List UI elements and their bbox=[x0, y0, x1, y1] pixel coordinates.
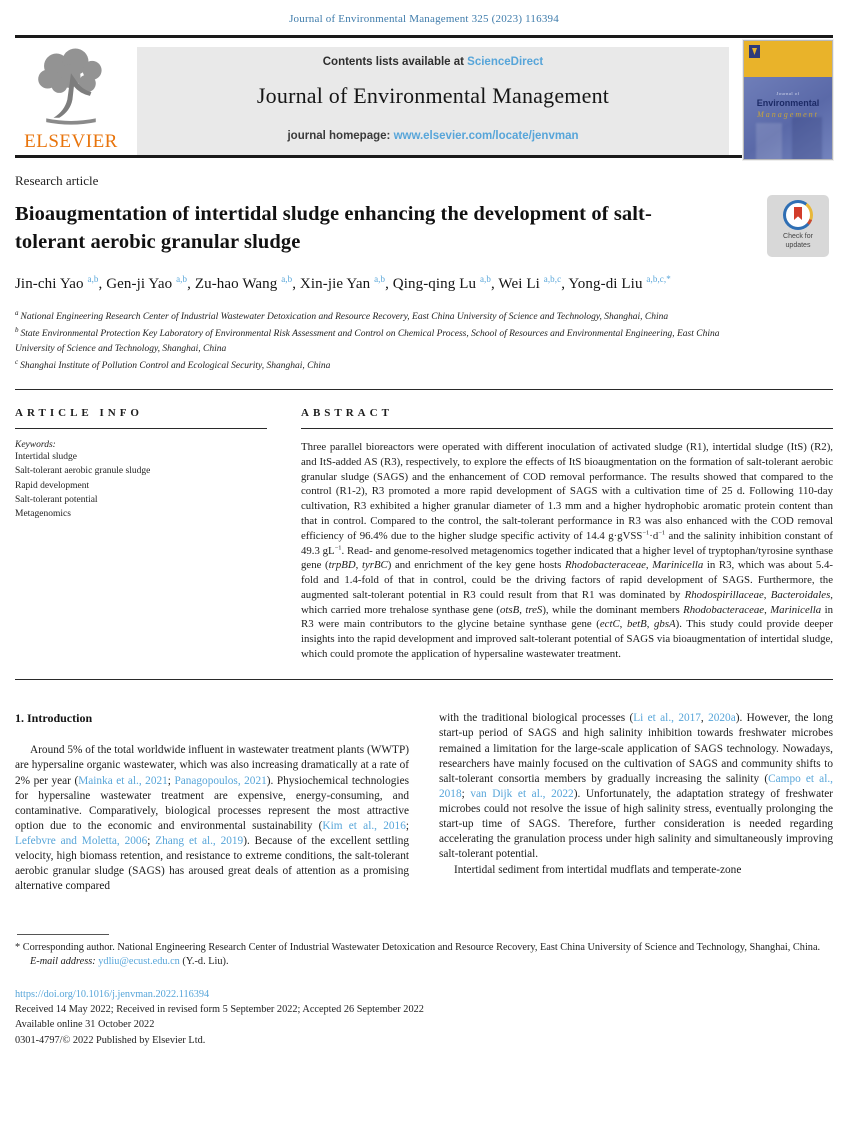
text-segment: in R3 were main contributors to the glycine betaine synthase gene ( bbox=[301, 603, 833, 631]
text-segment: Rhodobacteraceae bbox=[564, 559, 646, 572]
citation-link[interactable]: 2020a bbox=[708, 712, 736, 725]
text-segment: tyrBC bbox=[361, 559, 388, 572]
text-segment: Marinicella bbox=[770, 603, 822, 616]
citation-link[interactable]: a,b bbox=[281, 273, 293, 284]
homepage-prefix: journal homepage: bbox=[287, 130, 394, 142]
text-segment: , bbox=[355, 559, 362, 572]
text-segment: , bbox=[519, 603, 526, 616]
abstract-column bbox=[301, 407, 833, 662]
masthead bbox=[15, 47, 833, 155]
text-segment: ·d bbox=[649, 529, 659, 542]
citation-link[interactable]: a,b bbox=[374, 273, 386, 284]
affiliation-mark: b bbox=[15, 326, 19, 335]
section-heading-introduction: 1. Introduction bbox=[15, 711, 93, 726]
text-segment: . Read- and genome-resolved metagenomics together indicated that a higher level of tryptophan/tyrosine synthase gene ( bbox=[301, 544, 833, 572]
affiliation-mark: a bbox=[15, 309, 19, 318]
top-rule bbox=[15, 35, 833, 38]
text-segment: with the traditional biological processes ( bbox=[439, 712, 634, 725]
text-segment: −1 bbox=[658, 529, 666, 537]
text-segment: ). Physiochemical technologies for hypersaline wastewater treatment are expensive, energy-consuming, and contaminative. Comparatively, biological processes represent the most attractive option due to the economic and environmental sustainability ( bbox=[15, 774, 409, 832]
email-label: E-mail address: bbox=[30, 956, 96, 967]
text-segment: , bbox=[646, 618, 655, 631]
abstract-bottom-rule bbox=[15, 679, 833, 681]
introduction-section bbox=[15, 711, 833, 894]
text-segment: ) and enrichment of the key gene hosts bbox=[387, 559, 565, 572]
page-footer bbox=[15, 984, 833, 1048]
masthead-bottom-rule bbox=[15, 155, 833, 158]
text-segment: , bbox=[764, 603, 771, 616]
journal-header-box bbox=[137, 47, 729, 155]
text-segment: , Gen-ji Yao bbox=[98, 275, 177, 292]
text-segment: , Yong-di Liu bbox=[561, 275, 647, 292]
footnote-separator bbox=[17, 934, 109, 935]
affiliation-text: National Engineering Research Center of Industrial Wastewater Detoxication and Resource Recovery, East China University of Science and Technology, Shanghai, China bbox=[20, 312, 669, 323]
article-info-header: ARTICLE INFO bbox=[15, 407, 267, 429]
text-segment: ; bbox=[405, 819, 409, 832]
text-segment: Three parallel bioreactors were operated with different inoculation of activated sludge (R1), intertidal sludge (ItS) (R2), and ItS-added AS (R3), respectively, to explore the effects of ItS bioaugmentation on the formation of salt-tolerant aerobic granular sludge (SAGS) and the enhancement of COD removal performance. The results showed that compared to the control (R1-2), R3 promoted a more rapid development of SAGS with a cultivation time of 25 d. Following 110-day cultivation, R3 exhibited a higher granular diameter of 1.3 mm and a higher hydrophobic aromatic protein content than that in control. Compared to the control, the salt-tolerant performance in R3 was also enhanced with the COD removal efficiency of 96.4% due to the higher sludge specific activity of 14.4 g·gVSS bbox=[301, 441, 833, 542]
elsevier-tree-icon bbox=[27, 47, 115, 133]
text-segment: Rhodospirillaceae bbox=[684, 588, 764, 601]
citation-link[interactable]: a,b bbox=[176, 273, 188, 284]
intro-right-column bbox=[439, 711, 833, 894]
citation-link[interactable]: Kim et al., 2016 bbox=[322, 819, 406, 832]
text-segment: ectC bbox=[599, 618, 620, 631]
text-segment: Marinicella bbox=[652, 559, 704, 572]
article-head bbox=[15, 173, 833, 374]
text-segment: otsB bbox=[500, 603, 520, 616]
text-segment: gbsA bbox=[654, 618, 676, 631]
text-segment: , bbox=[763, 588, 771, 601]
text-segment: and the salinity inhibition constant of 49.3 gL bbox=[301, 529, 833, 557]
intro-paragraph-right-2: Intertidal sediment from intertidal mudflats and temperate-zone bbox=[454, 863, 742, 876]
cover-body bbox=[744, 77, 832, 159]
contents-prefix: Contents lists available at bbox=[322, 56, 468, 68]
intro-paragraph-left bbox=[15, 743, 409, 894]
intro-paragraph-right bbox=[439, 711, 833, 862]
intro-left-column bbox=[15, 711, 409, 894]
available-online-line: Available online 31 October 2022 bbox=[15, 1019, 155, 1031]
text-segment: , Wei Li bbox=[490, 275, 544, 292]
journal-cover-thumbnail bbox=[743, 40, 833, 160]
citation-link[interactable]: Zhang et al., 2019 bbox=[155, 835, 244, 848]
received-dates-line: Received 14 May 2022; Received in revised form 5 September 2022; Accepted 26 September 2022 bbox=[15, 1004, 424, 1015]
text-segment: , which carried more trehalose synthase gene ( bbox=[301, 588, 833, 616]
citation-link[interactable]: van Dijk et al., 2022 bbox=[470, 787, 574, 800]
text-segment: −1 bbox=[642, 529, 650, 537]
cover-title-line2: Management bbox=[757, 110, 819, 119]
text-segment: Rhodobacteraceae bbox=[683, 603, 765, 616]
keyword-item: Salt-tolerant potential bbox=[15, 494, 98, 505]
footnote-block bbox=[15, 934, 833, 967]
citation-link[interactable]: Lefebvre and Moletta, 2006 bbox=[15, 835, 148, 848]
citation-link[interactable]: Li et al., 2017 bbox=[633, 712, 701, 725]
keyword-item: Metagenomics bbox=[15, 509, 71, 520]
citation-link[interactable]: a,b,c,* bbox=[646, 273, 671, 284]
text-segment: Around 5% of the total worldwide influent in wastewater treatment plants (WWTP) are hypersaline organic wastewater, which was also increasing dramatically at a rate of 2% per year ( bbox=[15, 744, 409, 787]
text-segment: ). However, the long start-up period of SAGS and high salinity inhibition towards freshwater microbes remained a limitation for the large-scale application of SAGS technology. Nowadays, researchers have mainly focused on the cultivation of SAGS and community shifts to salt-tolerant consortia members by gradually increasing the salinity ( bbox=[439, 712, 833, 785]
text-segment: ), while the dominant members bbox=[542, 603, 684, 616]
article-info-column bbox=[15, 407, 267, 662]
text-segment: treS bbox=[525, 603, 543, 616]
affiliations bbox=[15, 308, 727, 373]
citation-link[interactable]: Mainka et al., 2021 bbox=[78, 774, 168, 787]
doi-link[interactable]: https://doi.org/10.1016/j.jenvman.2022.116394 bbox=[15, 989, 210, 1000]
check-for-updates-badge[interactable] bbox=[767, 195, 829, 257]
citation-link[interactable]: Panagopoulos, 2021 bbox=[174, 774, 267, 787]
affiliation-text: Shanghai Institute of Pollution Control and Ecological Security, Shanghai, China bbox=[20, 360, 331, 371]
keywords-label: Keywords: bbox=[15, 440, 56, 451]
text-segment: trpBD bbox=[328, 559, 356, 572]
email-line bbox=[15, 956, 833, 967]
cover-yellow-band bbox=[744, 41, 832, 77]
affiliation-c bbox=[15, 357, 727, 374]
abstract-text bbox=[301, 440, 833, 662]
info-abstract-section bbox=[15, 390, 833, 662]
cover-small-title: Journal of bbox=[776, 91, 800, 96]
text-segment: betB bbox=[626, 618, 647, 631]
affiliation-a bbox=[15, 308, 727, 325]
copyright-line: 0301-4797/© 2022 Published by Elsevier Ltd. bbox=[15, 1034, 206, 1046]
keyword-item: Rapid development bbox=[15, 480, 90, 491]
sciencedirect-link[interactable]: ScienceDirect bbox=[467, 56, 544, 68]
affiliation-mark: c bbox=[15, 357, 19, 366]
text-segment: , bbox=[645, 559, 653, 572]
author-list bbox=[15, 273, 725, 296]
homepage-line bbox=[137, 130, 729, 142]
journal-title: Journal of Environmental Management bbox=[256, 83, 610, 108]
email-link[interactable]: ydliu@ecust.edu.cn bbox=[98, 956, 180, 967]
elsevier-logo bbox=[15, 47, 127, 155]
bookmark-icon bbox=[794, 207, 802, 220]
abstract-header: ABSTRACT bbox=[301, 407, 833, 429]
cover-emblem-icon bbox=[749, 45, 760, 58]
check-badge-label: Check for updates bbox=[783, 233, 813, 249]
text-segment: , Zu-hao Wang bbox=[187, 275, 282, 292]
keyword-item: Salt-tolerant aerobic granule sludge bbox=[15, 466, 151, 477]
email-suffix: (Y.-d. Liu). bbox=[179, 956, 229, 967]
citation-link[interactable]: a,b bbox=[87, 273, 99, 284]
corresponding-author-note: * Corresponding author. National Engineering Research Center of Industrial Wastewater Detoxication and Resource Recovery, East China University of Science and Technology, Shanghai, China. bbox=[15, 941, 821, 953]
citation-link[interactable]: Campo et al., 2018 bbox=[439, 772, 833, 800]
text-segment: ). This study could provide deeper insights into the rapid development and improved salt-tolerant potential of SAGS via bioaugmentation of intertidal sludge, which could promote the application of hypersaline wastewater treatment. bbox=[301, 618, 833, 661]
citation-link[interactable]: a,b,c bbox=[543, 273, 562, 284]
text-segment: ; bbox=[167, 774, 175, 787]
affiliation-b bbox=[15, 325, 727, 357]
elsevier-wordmark: ELSEVIER bbox=[24, 131, 118, 152]
text-segment: Bacteroidales bbox=[770, 588, 831, 601]
keyword-item: Intertidal sludge bbox=[15, 452, 77, 463]
contents-line bbox=[137, 56, 729, 68]
text-segment: , bbox=[619, 618, 627, 631]
text-segment: , bbox=[700, 712, 709, 725]
homepage-link[interactable]: www.elsevier.com/locate/jenvman bbox=[393, 130, 579, 142]
cover-title-line1: Environmental bbox=[756, 98, 820, 108]
text-segment: ). Because of the excellent settling velocity, high biomass retention, and resistance to extreme conditions, the salt-tolerant aerobic granular sludge (SAGS) has aroused great deals of attention as a promising alternative compared bbox=[15, 835, 409, 893]
affiliation-text: State Environmental Protection Key Laboratory of Environmental Risk Assessment and Control on Chemical Process, School of Resources and Environmental Engineering, East China University of Science and Technology, Shanghai, China bbox=[15, 329, 720, 354]
page-header-citation: Journal of Environmental Management 325 (2023) 116394 bbox=[289, 13, 559, 25]
text-segment: ). Unfortunately, the adaptation strategy of freshwater microbes could not resolve the issue of high salinity stress, eventually prolonging the start-up time of SAGS. Therefore, further consideration is needed regarding accelerating the granulation process under high salinity and simultaneously improving salt-tolerant potential. bbox=[439, 787, 834, 861]
text-segment: ; bbox=[147, 835, 156, 848]
text-segment: , Xin-jie Yan bbox=[292, 275, 375, 292]
crossmark-icon bbox=[783, 200, 813, 230]
text-segment: Jin-chi Yao bbox=[15, 275, 88, 292]
text-segment: ; bbox=[461, 787, 471, 800]
article-title: Bioaugmentation of intertidal sludge enhancing the development of salt-tolerant aerobic granular sludge bbox=[15, 203, 652, 253]
text-segment: , Qing-qing Lu bbox=[385, 275, 480, 292]
citation-link[interactable]: a,b bbox=[479, 273, 491, 284]
text-segment: in R3, which was about 5.4-fold and 1.4-fold of that in control, could be the driving factors of rapid development of SAGS. Furthermore, the augmented salt-tolerant potential in R3 could result from that R1 was dominated by bbox=[301, 559, 833, 601]
article-type-label: Research article bbox=[15, 173, 99, 188]
text-segment: −1 bbox=[334, 543, 342, 551]
